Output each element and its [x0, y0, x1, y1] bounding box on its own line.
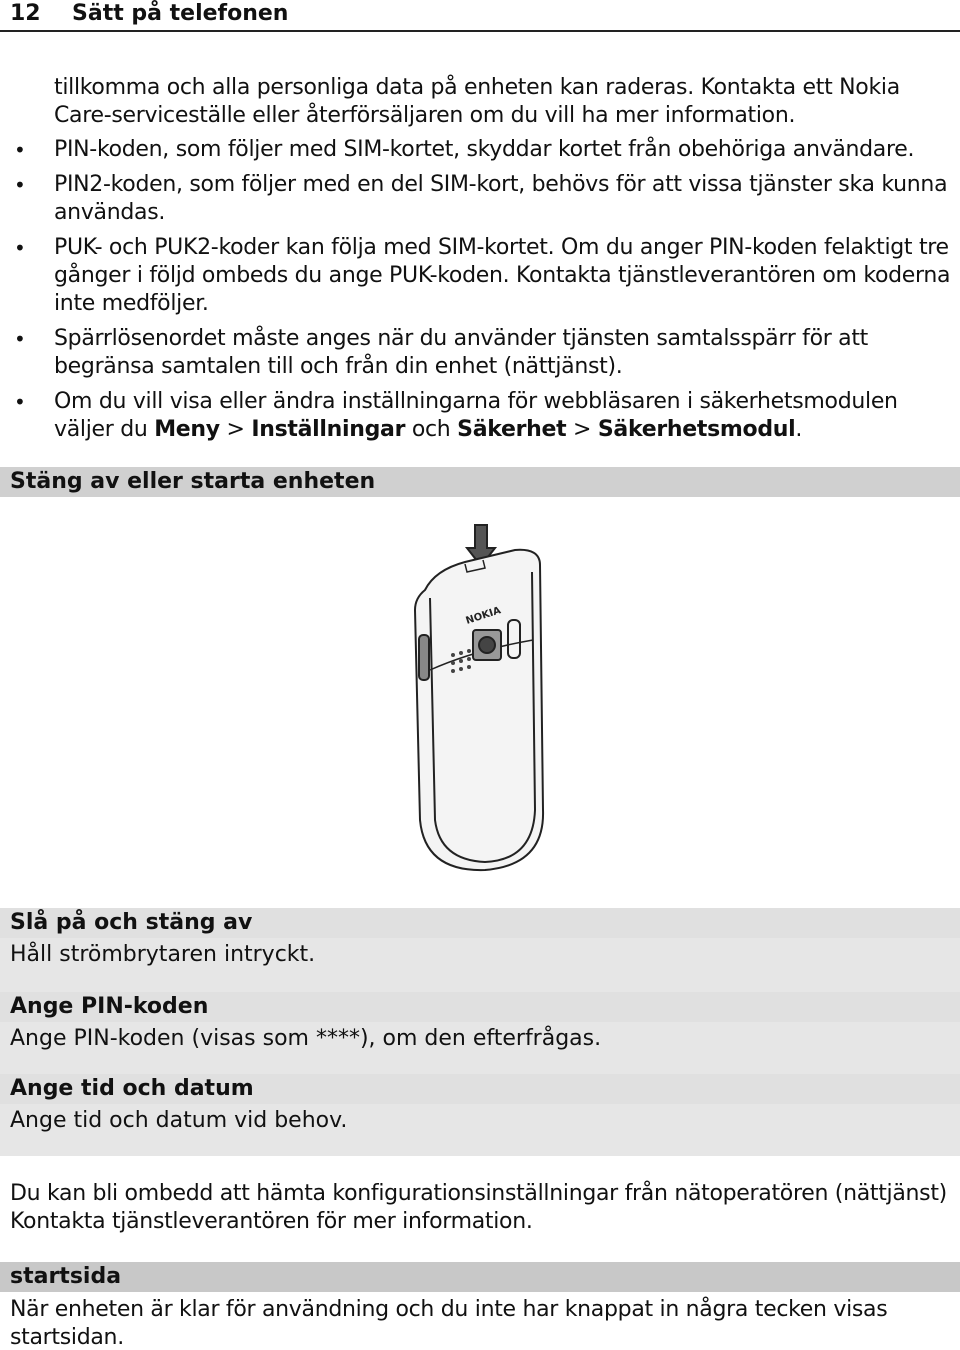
menu-path-security: Säkerhet [457, 417, 567, 442]
bullet-text: Om du vill visa eller ändra inställningarna för webbläsaren i säkerhetsmodulen väljer du [54, 389, 898, 442]
bullet-text: PIN-koden, som följer med SIM-kortet, skyddar kortet från obehöriga användare. [54, 137, 915, 162]
bullet-barring [0, 325, 955, 381]
bullet-security-module [0, 388, 955, 444]
bullet-text: PIN2-koden, som följer med en del SIM-kort, behövs för att vissa tjänster ska kunna användas. [54, 172, 948, 225]
bullet-dot: • [14, 390, 26, 414]
menu-separator: > [219, 417, 252, 442]
menu-path-settings: Inställningar [251, 417, 406, 442]
step-title-power: Slå på och stäng av [0, 908, 960, 938]
bullet-dot: • [14, 173, 26, 197]
page-header [0, 0, 960, 32]
bullet-text: Spärrlösenordet måste anges när du använder tjänsten samtalsspärr för att begränsa samtalen till och från din enhet (nättjänst). [54, 326, 869, 379]
bullet-dot: • [14, 236, 26, 260]
step-desc-time: Ange tid och datum vid behov. [10, 1108, 348, 1133]
bullet-puk [0, 234, 955, 318]
startsida-heading: startsida [0, 1262, 960, 1292]
chapter-title: Sätt på telefonen [72, 1, 289, 26]
section-heading: Stäng av eller starta enheten [0, 467, 960, 497]
menu-separator: > [566, 417, 598, 442]
step-title-time: Ange tid och datum [0, 1074, 960, 1104]
bullet-dot: • [14, 138, 26, 162]
menu-path-module: Säkerhetsmodul [597, 417, 796, 442]
bullet-dot: • [14, 327, 26, 351]
step-desc-pin: Ange PIN-koden (visas som ****), om den efterfrågas. [10, 1026, 602, 1051]
bullet-text: PUK- och PUK2-koder kan följa med SIM-kortet. Om du anger PIN-koden felaktigt tre gånger i följd ombeds du ange PUK-koden. Kontakta tjänstleverantören om koderna inte medföljer. [54, 235, 951, 316]
startup-steps-panel [0, 908, 960, 1156]
menu-path-meny: Meny [154, 417, 220, 442]
startsida-text: När enheten är klar för användning och du inte har knappat in några tecken visas startsidan. [10, 1297, 888, 1350]
config-note: Du kan bli ombedd att hämta konfigurationsinställningar från nätoperatören (nättjänst) Kontakta tjänstleverantören för mer information. [10, 1181, 947, 1234]
step-desc-power: Håll strömbrytaren intryckt. [10, 942, 316, 967]
code-bullet-list [0, 136, 960, 451]
page-number: 12 [10, 1, 41, 26]
intro-paragraph: tillkomma och alla personliga data på enheten kan raderas. Kontakta ett Nokia Care-serviceställe eller återförsäljaren om du vill ha mer information. [54, 75, 900, 128]
phone-brand-logo: NOKIA [464, 605, 503, 627]
bullet-text: . [795, 417, 803, 442]
bullet-pin [0, 136, 955, 164]
phone-illustration [405, 520, 565, 880]
bullet-text: och [405, 417, 458, 442]
bullet-pin2 [0, 171, 955, 227]
step-title-pin: Ange PIN-koden [0, 992, 960, 1022]
